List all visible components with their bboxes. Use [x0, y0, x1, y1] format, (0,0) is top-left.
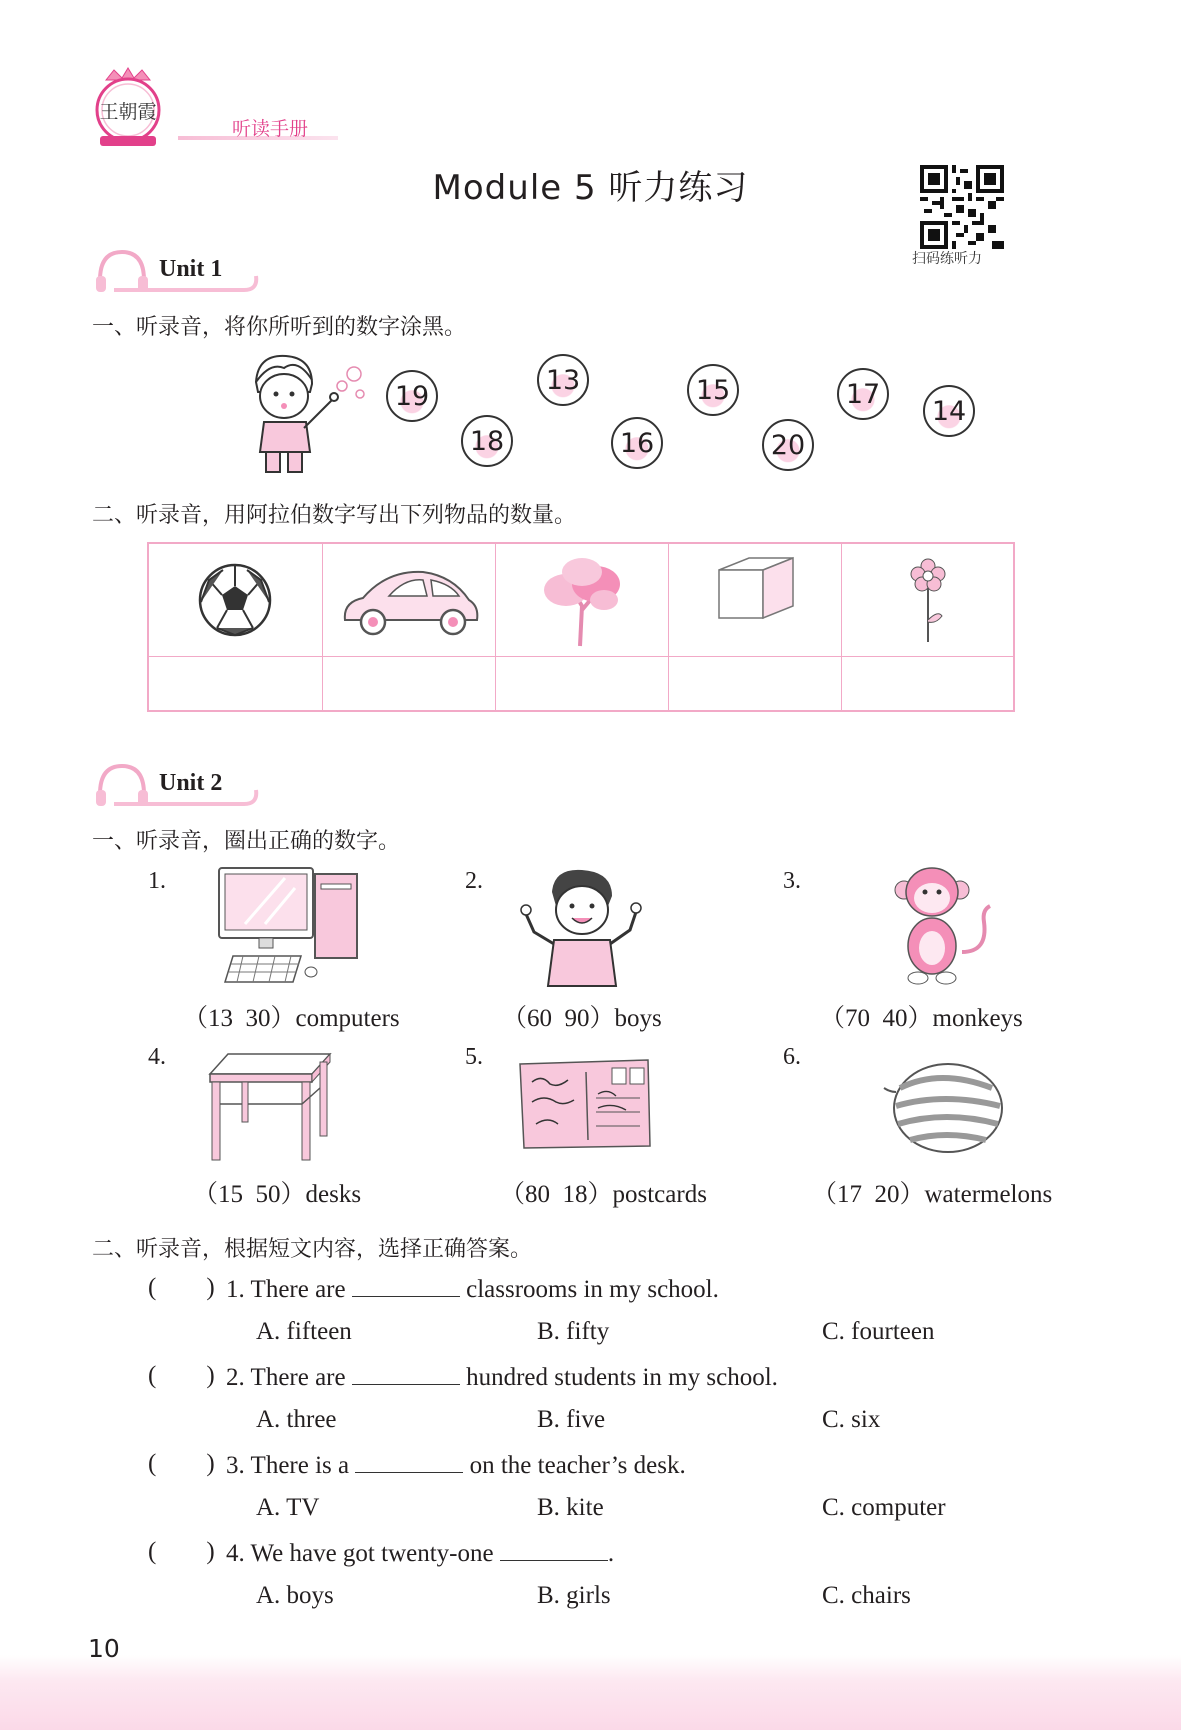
- question-1: 1. There are classrooms in my school.: [226, 1276, 719, 1303]
- option-a[interactable]: A. TV: [256, 1494, 320, 1521]
- answer-paren[interactable]: ( ): [148, 1362, 215, 1389]
- monkey-icon: [888, 862, 994, 988]
- computer-icon: [215, 864, 363, 988]
- option-c[interactable]: C. fourteen: [822, 1318, 935, 1345]
- unit2-section1-instruction: 一、听录音，圈出正确的数字。: [92, 829, 401, 854]
- watermelon-icon: [880, 1058, 1006, 1156]
- item-caption: （70 40）monkeys: [820, 1005, 1023, 1032]
- answer-blank: [500, 1538, 608, 1561]
- number-circle[interactable]: 19: [386, 370, 438, 422]
- answer-blank: [352, 1274, 460, 1297]
- option-b[interactable]: B. five: [537, 1406, 606, 1433]
- unit2-section2-instruction: 二、听录音，根据短文内容，选择正确答案。: [92, 1237, 533, 1262]
- item-number: 5.: [465, 1044, 483, 1070]
- unit2-label: Unit 2: [159, 770, 223, 796]
- item-caption: （60 90）boys: [502, 1005, 662, 1032]
- unit1-label: Unit 1: [159, 256, 223, 282]
- option-c[interactable]: C. chairs: [822, 1582, 911, 1609]
- option-c[interactable]: C. computer: [822, 1494, 946, 1521]
- page-title: Module 5 听力练习: [432, 168, 749, 208]
- tree-icon: [496, 550, 669, 650]
- postcard-icon: [516, 1058, 652, 1150]
- item-caption: （17 20）watermelons: [812, 1181, 1053, 1208]
- answer-cell[interactable]: [149, 658, 322, 712]
- number-circle[interactable]: 18: [461, 415, 513, 467]
- option-c[interactable]: C. six: [822, 1406, 881, 1433]
- option-b[interactable]: B. fifty: [537, 1318, 610, 1345]
- item-number: 4.: [148, 1044, 166, 1070]
- answer-blank: [352, 1362, 460, 1385]
- question-3: 3. There is a on the teacher’s desk.: [226, 1452, 686, 1479]
- answer-cell[interactable]: [496, 658, 668, 712]
- answer-paren[interactable]: ( ): [148, 1450, 215, 1477]
- item-caption: （15 50）desks: [193, 1181, 362, 1208]
- answer-paren[interactable]: ( ): [148, 1274, 215, 1301]
- unit2-header: [94, 760, 264, 812]
- count-table: [147, 542, 1015, 712]
- number-circle[interactable]: 14: [923, 385, 975, 437]
- item-number: 1.: [148, 868, 166, 894]
- page-number: 10: [88, 1634, 120, 1663]
- flower-icon: [842, 550, 1015, 650]
- unit1-header: [94, 246, 264, 298]
- option-b[interactable]: B. girls: [537, 1582, 611, 1609]
- option-a[interactable]: A. boys: [256, 1582, 334, 1609]
- answer-blank: [355, 1450, 463, 1473]
- unit1-section1-instruction: 一、听录音，将你所听到的数字涂黑。: [92, 315, 467, 340]
- footer-band: [0, 1655, 1181, 1730]
- unit1-section2-instruction: 二、听录音，用阿拉伯数字写出下列物品的数量。: [92, 503, 577, 528]
- item-caption: （13 30）computers: [183, 1005, 400, 1032]
- box-icon: [669, 550, 842, 650]
- desk-icon: [206, 1050, 332, 1162]
- number-circle[interactable]: 20: [762, 419, 814, 471]
- item-number: 3.: [783, 868, 801, 894]
- football-icon: [149, 550, 322, 650]
- car-icon: [323, 550, 496, 650]
- item-number: 6.: [783, 1044, 801, 1070]
- item-caption: （80 18）postcards: [500, 1181, 707, 1208]
- number-circle[interactable]: 17: [837, 368, 889, 420]
- brand-tag: 听读手册: [232, 118, 309, 140]
- option-b[interactable]: B. kite: [537, 1494, 604, 1521]
- boy-bubbles-icon: [250, 352, 370, 474]
- brand-logo: [92, 66, 164, 148]
- boy-icon: [520, 864, 644, 988]
- answer-cell[interactable]: [669, 658, 841, 712]
- number-circle[interactable]: 15: [687, 364, 739, 416]
- qr-code-icon[interactable]: [920, 165, 1004, 249]
- option-a[interactable]: A. three: [256, 1406, 337, 1433]
- item-number: 2.: [465, 868, 483, 894]
- number-circle[interactable]: 16: [611, 417, 663, 469]
- question-4: 4. We have got twenty-one .: [226, 1540, 615, 1567]
- question-2: 2. There are hundred students in my school.: [226, 1364, 778, 1391]
- number-circle[interactable]: 13: [537, 354, 589, 406]
- svg-text:王朝霞: 王朝霞: [99, 101, 157, 123]
- answer-paren[interactable]: ( ): [148, 1538, 215, 1565]
- answer-cell[interactable]: [842, 658, 1014, 712]
- answer-cell[interactable]: [323, 658, 495, 712]
- qr-caption: 扫码练听力: [912, 251, 982, 267]
- option-a[interactable]: A. fifteen: [256, 1318, 352, 1345]
